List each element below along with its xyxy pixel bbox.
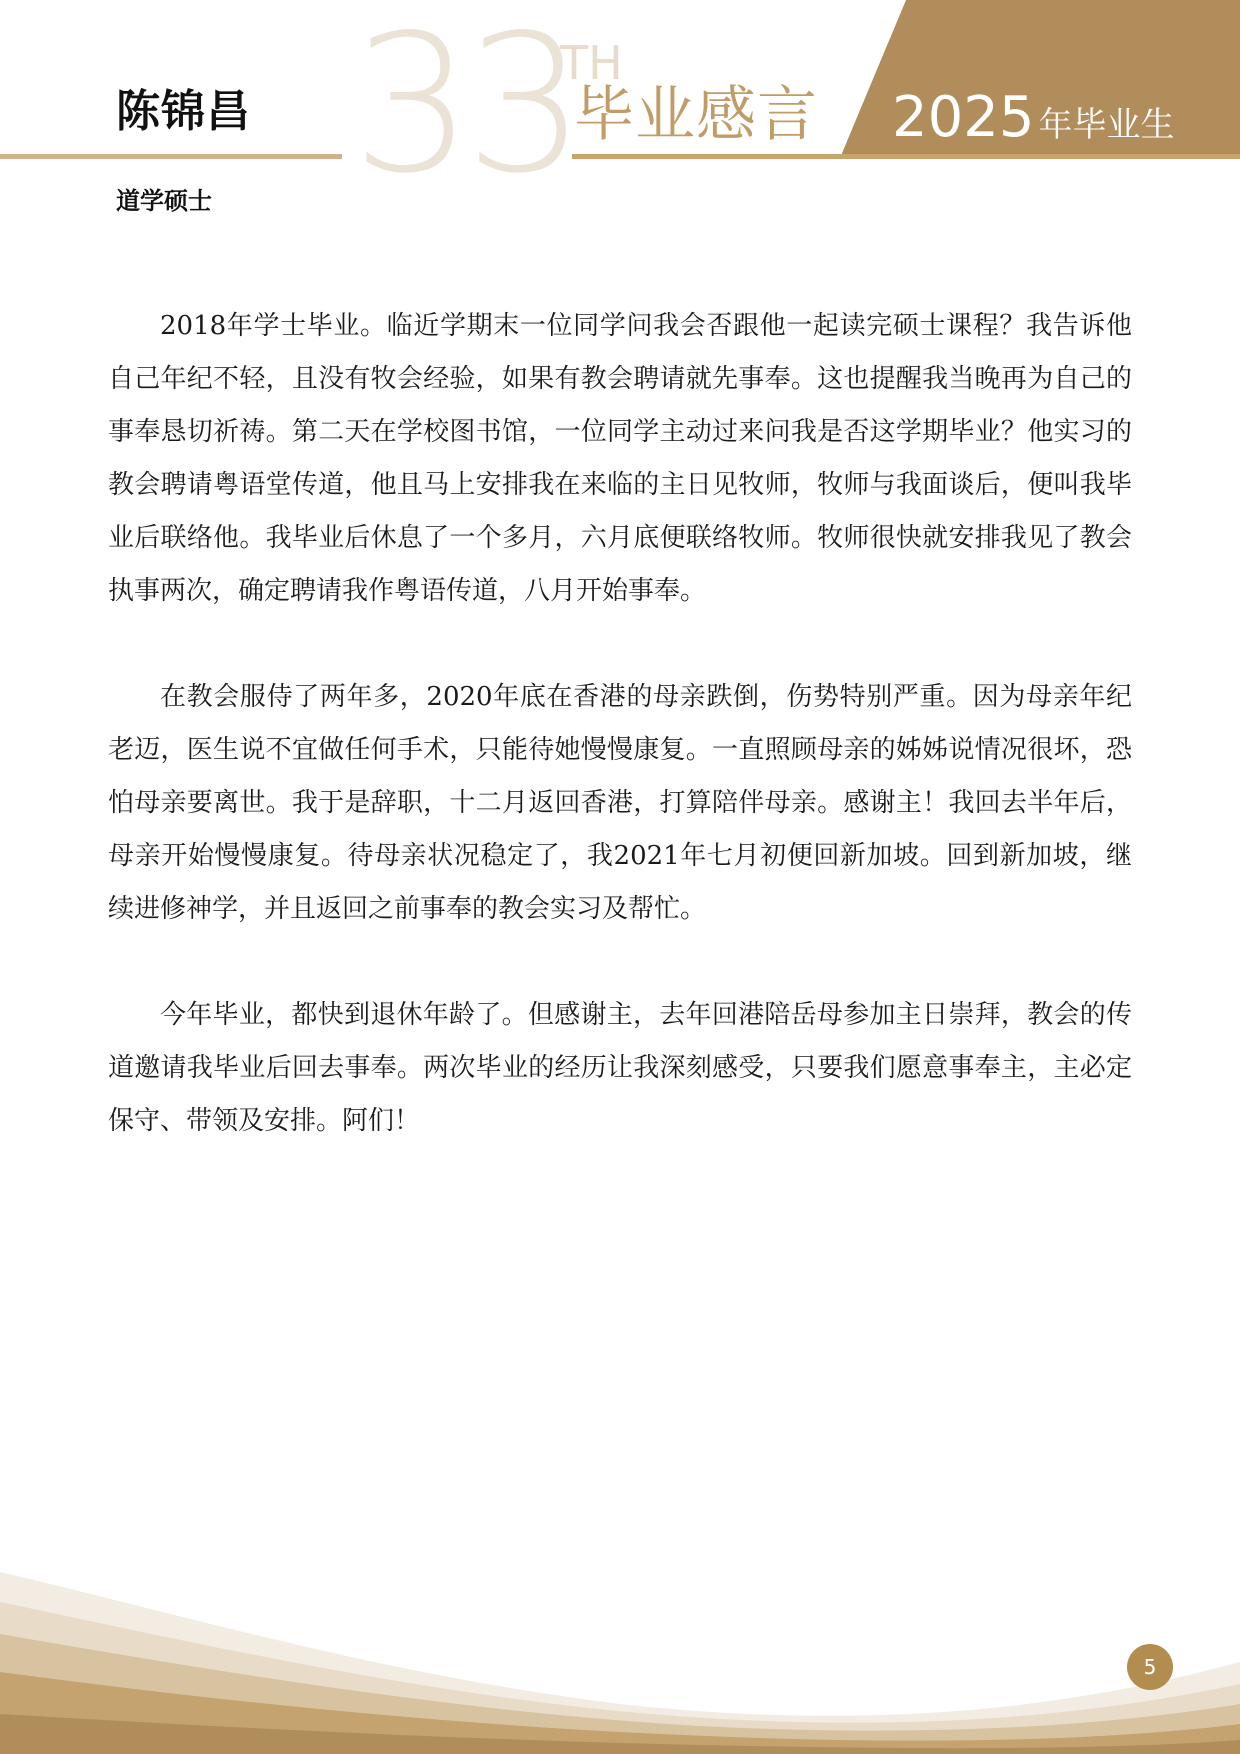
graduation-year-suffix: 年毕业生 — [1038, 105, 1175, 145]
author-degree: 道学硕士 — [116, 187, 212, 215]
page-header — [0, 0, 1240, 260]
header-rule-right — [572, 154, 1240, 159]
anniversary-superscript: TH — [560, 36, 623, 90]
testimony-body — [108, 300, 1132, 1201]
paragraph-3: 今年毕业，都快到退休年龄了。但感谢主，去年回港陪岳母参加主日崇拜，教会的传道邀请我毕业后回去事奉。两次毕业的经历让我深刻感受，只要我们愿意事奉主，主必定保守、带领及安排。阿们！ — [108, 1000, 1132, 1136]
anniversary-number: 33 — [352, 0, 578, 215]
page-number-badge: 5 — [1127, 1644, 1173, 1690]
header-rule-left — [0, 154, 342, 159]
author-name: 陈锦昌 — [116, 86, 251, 137]
header-slogan: 毕业感言 — [574, 80, 818, 150]
graduation-year: 2025 — [892, 85, 1035, 150]
paragraph-1: 2018年学士毕业。临近学期末一位同学问我会否跟他一起读完硕士课程？我告诉他自己年纪不轻，且没有牧会经验，如果有教会聘请就先事奉。这也提醒我当晚再为自己的事奉恳切祈祷。第二天在学校图书馆，一位同学主动过来问我是否这学期毕业？他实习的教会聘请粤语堂传道，他且马上安排我在来临的主日见牧师，牧师与我面谈后，便叫我毕业后联络他。我毕业后休息了一个多月，六月底便联络牧师。牧师很快就安排我见了教会执事两次，确定聘请我作粤语传道，八月开始事奉。 — [108, 311, 1132, 606]
paragraph-2: 在教会服侍了两年多，2020年底在香港的母亲跌倒，伤势特别严重。因为母亲年纪老迈，医生说不宜做任何手术，只能待她慢慢康复。一直照顾母亲的姊姊说情况很坏，恐怕母亲要离世。我于是辞职，十二月返回香港，打算陪伴母亲。感谢主！我回去半年后，母亲开始慢慢康复。待母亲状况稳定了，我2021年七月初便回新加坡。回到新加坡，继续进修神学，并且返回之前事奉的教会实习及帮忙。 — [108, 682, 1132, 924]
footer-wave-decoration — [0, 1554, 1240, 1754]
graduation-year-label — [892, 86, 1175, 150]
